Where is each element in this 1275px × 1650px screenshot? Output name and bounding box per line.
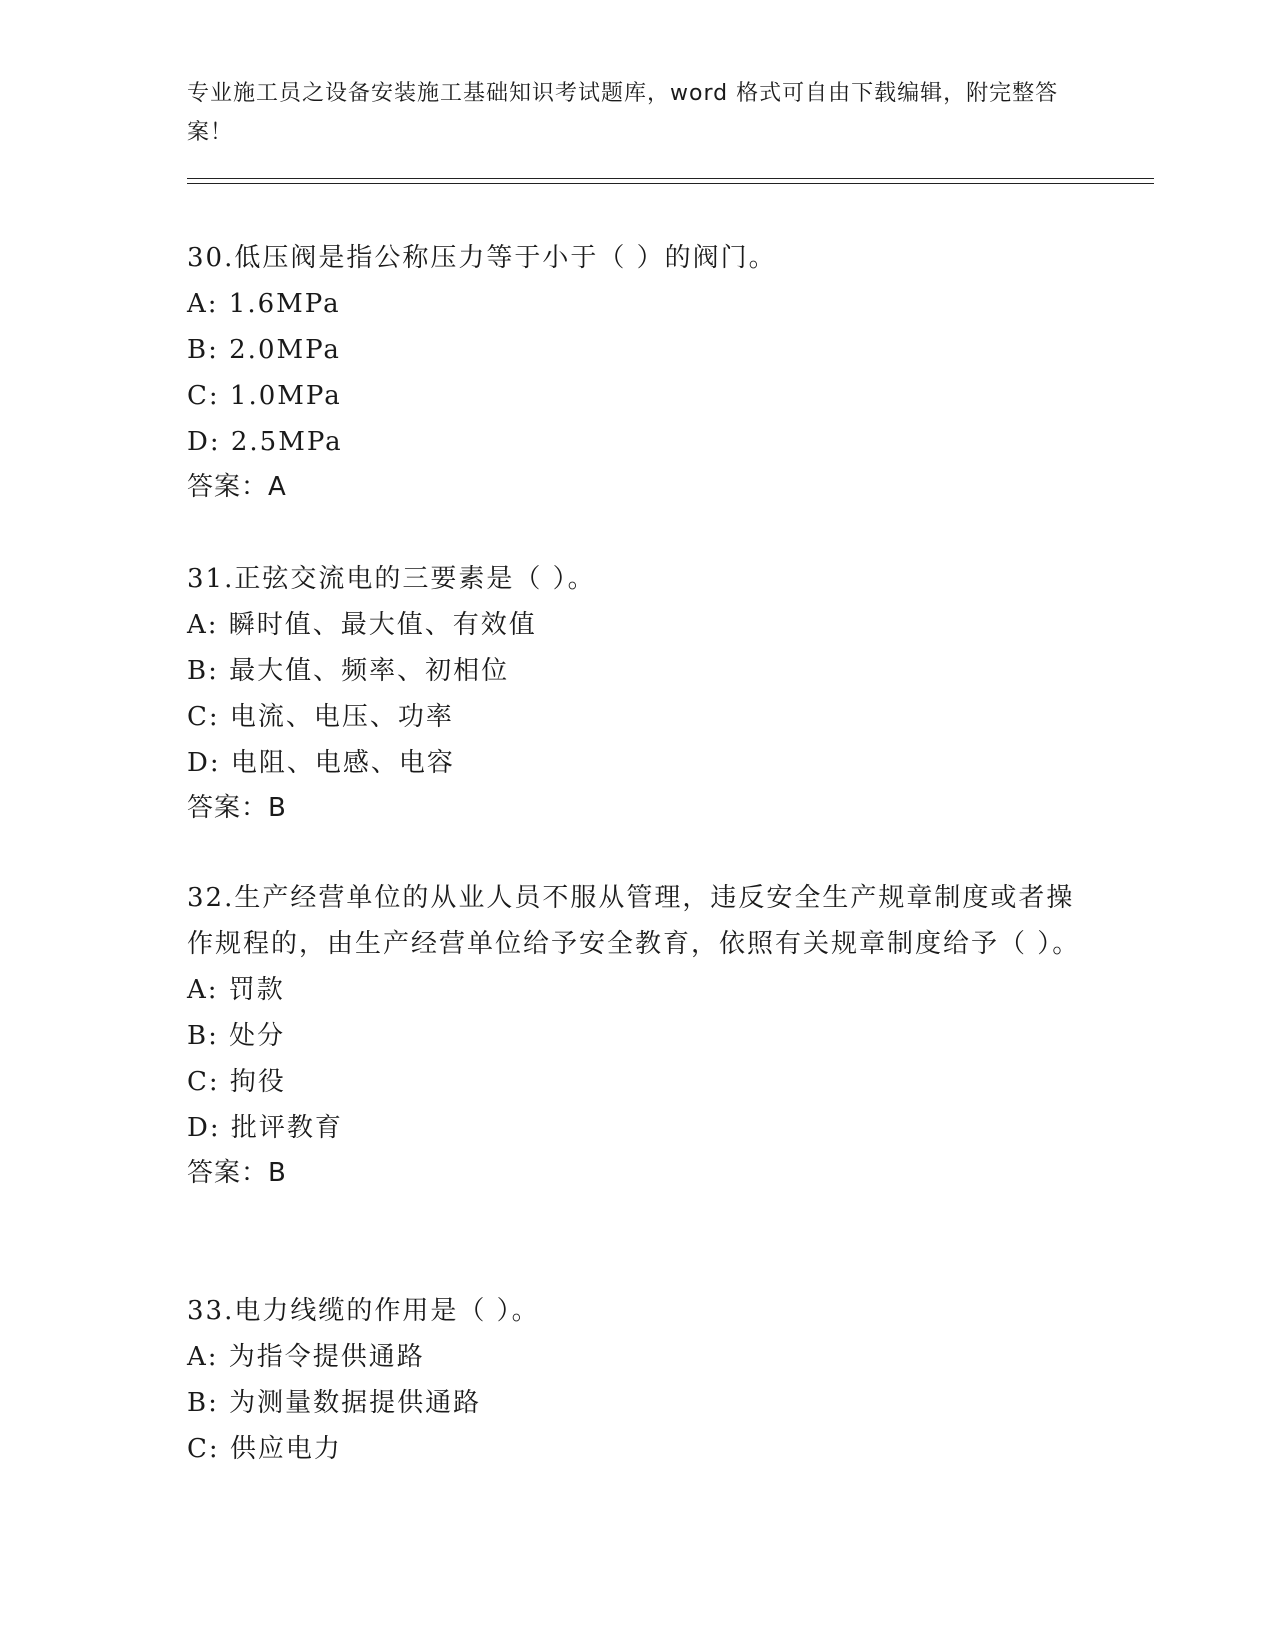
option-b: B: 2.0MPa <box>187 335 341 365</box>
option-c: C: 电流、电压、功率 <box>187 702 454 732</box>
answer: 答案：B <box>187 793 287 823</box>
option-c: C: 拘役 <box>187 1067 286 1097</box>
option-a: A: 1.6MPa <box>187 289 341 319</box>
option-d: D: 电阻、电感、电容 <box>187 748 455 778</box>
answer: 答案：A <box>187 472 287 502</box>
question-30 <box>187 235 1087 509</box>
option-d: D: 2.5MPa <box>187 427 343 457</box>
question-31 <box>187 556 1087 830</box>
option-b: B: 最大值、频率、初相位 <box>187 656 510 686</box>
header-divider-bottom <box>187 183 1154 184</box>
document-header: 专业施工员之设备安装施工基础知识考试题库，word 格式可自由下载编辑，附完整答案！ <box>187 81 1059 145</box>
option-c: C: 1.0MPa <box>187 381 342 411</box>
answer: 答案：B <box>187 1158 287 1188</box>
question-stem: 31.正弦交流电的三要素是（ ）。 <box>187 564 596 594</box>
option-a: A: 罚款 <box>187 975 285 1005</box>
question-33 <box>187 1288 1087 1472</box>
option-b: B: 处分 <box>187 1021 286 1051</box>
header-divider-top <box>187 178 1154 179</box>
question-stem: 33.电力线缆的作用是（ ）。 <box>187 1296 540 1326</box>
question-32 <box>187 875 1087 1195</box>
option-a: A: 瞬时值、最大值、有效值 <box>187 610 537 640</box>
question-stem: 32.生产经营单位的从业人员不服从管理，违反安全生产规章制度或者操作规程的，由生产经营单位给予安全教育，依照有关规章制度给予（ ）。 <box>187 883 1081 959</box>
option-b: B: 为测量数据提供通路 <box>187 1388 482 1418</box>
option-c: C: 供应电力 <box>187 1434 342 1464</box>
question-stem: 30.低压阀是指公称压力等于小于（ ）的阀门。 <box>187 243 777 273</box>
option-d: D: 批评教育 <box>187 1113 343 1143</box>
option-a: A: 为指令提供通路 <box>187 1342 425 1372</box>
